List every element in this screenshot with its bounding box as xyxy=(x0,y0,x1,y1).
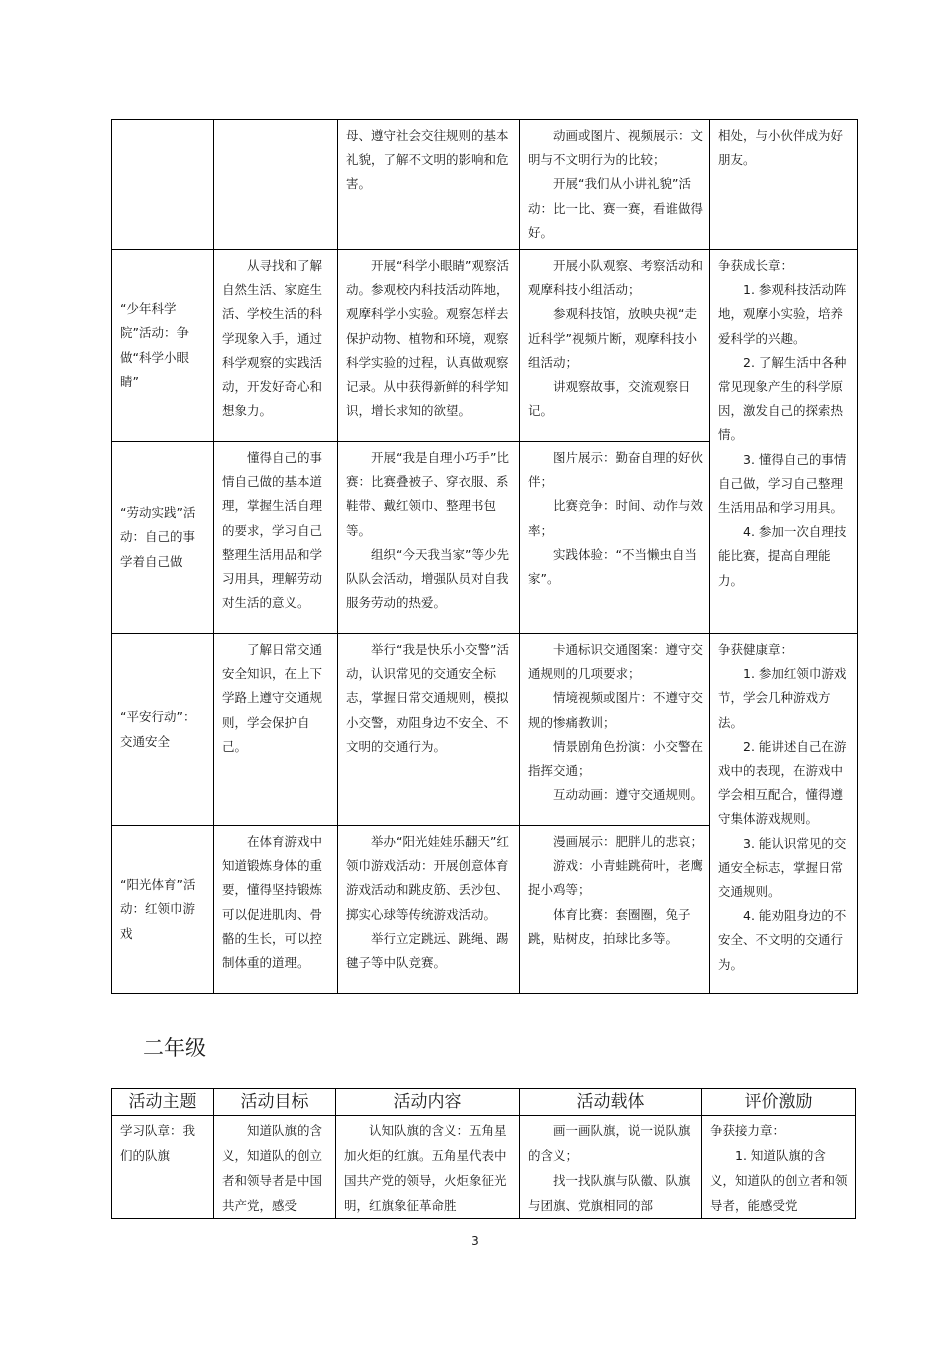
goal-cell: 在体育游戏中知道锻炼身体的重要，懂得坚持锻炼可以促进肌肉、骨骼的生长，可以控制体重的道理。 xyxy=(214,826,338,994)
column-header: 活动主题 xyxy=(112,1089,214,1116)
page-number: 3 xyxy=(471,1234,479,1248)
column-header: 活动载体 xyxy=(520,1089,702,1116)
goal-cell: 懂得自己的事情自己做的基本道理，掌握生活自理的要求，学习自己整理生活用品和学习用具，理解劳动对生活的意义。 xyxy=(214,442,338,634)
content-cell: 开展“科学小眼睛”观察活动。参观校内科技活动阵地，观摩科学小实验。观察怎样去保护动物、植物和环境，观察科学实验的过程，认真做观察记录。从中获得新鲜的科学知识，增长求知的欲望。 xyxy=(338,250,520,442)
carrier-cell: 动画或图片、视频展示：文明与不文明行为的比较； 开展“我们从小讲礼貌”活动：比一比、赛一赛，看谁做得好。 xyxy=(520,120,710,250)
eval-cell: 相处，与小伙伴成为好朋友。 xyxy=(710,120,858,250)
goal-cell: 了解日常交通安全知识，在上下学路上遵守交通规则，学会保护自己。 xyxy=(214,634,338,826)
theme-cell: “劳动实践”活动：自己的事学着自己做 xyxy=(112,442,214,634)
theme-cell xyxy=(112,120,214,250)
carrier-cell: 开展小队观察、考察活动和观摩科技小组活动； 参观科技馆，放映央视“走近科学”视频片断，观摩科技小组活动； 讲观察故事，交流观察日记。 xyxy=(520,250,710,442)
content-cell: 开展“我是自理小巧手”比赛：比赛叠被子、穿衣服、系鞋带、戴红领巾、整理书包等。 组织“今天我当家”等少先队队会活动，增强队员对自我服务劳动的热爱。 xyxy=(338,442,520,634)
column-header: 评价激励 xyxy=(702,1089,856,1116)
table-row xyxy=(112,634,858,826)
column-header: 活动目标 xyxy=(214,1089,336,1116)
carrier-cell: 漫画展示：肥胖儿的悲哀； 游戏：小青蛙跳荷叶，老鹰捉小鸡等； 体育比赛：套圈圈，兔子跳，贴树皮，拍球比多等。 xyxy=(520,826,710,994)
eval-cell-health: 争获健康章： 1. 参加红领巾游戏节，学会几种游戏方法。 2. 能讲述自己在游戏中的表现，在游戏中学会相互配合，懂得遵守集体游戏规则。 3. 能认识常见的交通安全标志，掌握日常交通规则。 4. 能劝阻身边的不安全、不文明的交通行为。 xyxy=(710,634,858,994)
section-heading: 二年级 xyxy=(143,1036,206,1060)
content-cell: 母、遵守社会交往规则的基本礼貌，了解不文明的影响和危害。 xyxy=(338,120,520,250)
goal-cell xyxy=(214,120,338,250)
content-cell: 认知队旗的含义：五角星加火炬的红旗。五角星代表中国共产党的领导，火炬象征光明，红旗象征革命胜 xyxy=(336,1116,520,1219)
theme-cell: 学习队章：我们的队旗 xyxy=(112,1116,214,1219)
goal-cell: 从寻找和了解自然生活、家庭生活、学校生活的科学现象入手，通过科学观察的实践活动，开发好奇心和想象力。 xyxy=(214,250,338,442)
column-header: 活动内容 xyxy=(336,1089,520,1116)
carrier-cell: 卡通标识交通图案：遵守交通规则的几项要求； 情境视频或图片：不遵守交规的惨痛教训； 情景剧角色扮演：小交警在指挥交通； 互动动画：遵守交通规则。 xyxy=(520,634,710,826)
eval-cell-growth: 争获成长章： 1. 参观科技活动阵地，观摩小实验，培养爱科学的兴趣。 2. 了解生活中各种常见现象产生的科学原因，激发自己的探索热情。 3. 懂得自己的事情自己做，学习自己整理生活用品和学习用具。 4. 参加一次自理技能比赛，提高自理能力。 xyxy=(710,250,858,634)
theme-cell: “平安行动”：交通安全 xyxy=(112,634,214,826)
table-row xyxy=(112,250,858,442)
grade1-activity-table xyxy=(111,119,858,994)
table-header-row xyxy=(112,1089,856,1116)
carrier-cell: 图片展示：勤奋自理的好伙伴； 比赛竞争：时间、动作与效率； 实践体验：“不当懒虫自当家”。 xyxy=(520,442,710,634)
grade2-activity-table xyxy=(111,1088,856,1219)
table-row xyxy=(112,1116,856,1219)
goal-cell: 知道队旗的含义，知道队的创立者和领导者是中国共产党，感受 xyxy=(214,1116,336,1219)
table-row xyxy=(112,120,858,250)
carrier-cell: 画一画队旗，说一说队旗的含义； 找一找队旗与队徽、队旗与团旗、党旗相同的部 xyxy=(520,1116,702,1219)
content-cell: 举办“阳光娃娃乐翻天”红领巾游戏活动：开展创意体育游戏活动和跳皮筋、丢沙包、掷实心球等传统游戏活动。 举行立定跳远、跳绳、踢毽子等中队竞赛。 xyxy=(338,826,520,994)
eval-cell: 争获接力章： 1. 知道队旗的含义，知道队的创立者和领导者，能感受党 xyxy=(702,1116,856,1219)
theme-cell: “少年科学院”活动：争做“科学小眼睛” xyxy=(112,250,214,442)
theme-cell: “阳光体育”活动：红领巾游戏 xyxy=(112,826,214,994)
content-cell: 举行“我是快乐小交警”活动，认识常见的交通安全标志，掌握日常交通规则，模拟小交警，劝阻身边不安全、不文明的交通行为。 xyxy=(338,634,520,826)
